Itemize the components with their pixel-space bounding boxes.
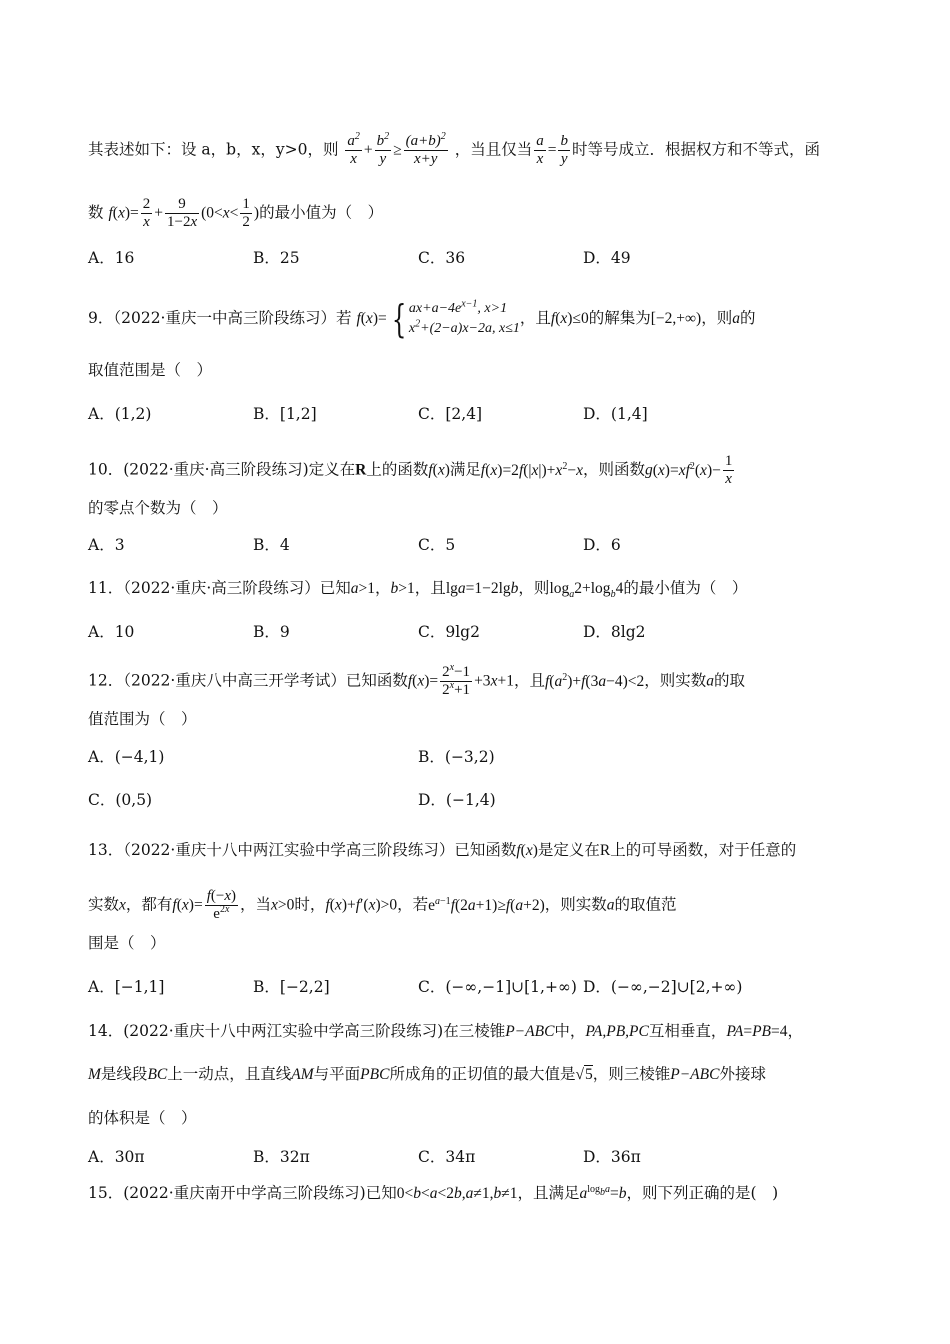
option-c[interactable]: C．36	[418, 249, 466, 267]
q15-text: ，则下列正确的是( )	[626, 1184, 779, 1202]
q15-source: 15．(2022·重庆南开中学高三阶段练习)已知	[88, 1184, 397, 1202]
q9-text: ，且	[519, 309, 551, 327]
q9-source: 9．（2022·重庆一中高三阶段练习）若	[88, 309, 352, 327]
option-c[interactable]: C．(−∞,−1]∪[1,+∞)	[418, 978, 577, 996]
q13-text: ，若	[397, 895, 429, 914]
q9-line2: 取值范围是（ ）	[88, 361, 213, 379]
option-c[interactable]: C．[2,4]	[418, 405, 483, 423]
option-a[interactable]: A．(1,2)	[88, 405, 152, 423]
q15-line1: 15．(2022·重庆南开中学高三阶段练习)已知0<b<a<2b,a≠1,b≠1，且满足$a^{log_ba}=b$，则下列正确的是( )	[88, 1183, 779, 1202]
q13-text: 时，	[294, 895, 326, 914]
q13-text: 是定义在	[537, 841, 600, 859]
q11-text: 的最小值为（ ）	[623, 579, 748, 597]
option-c[interactable]: C．34π	[418, 1148, 476, 1166]
q13-text: 上的可导函数，对于任意的	[610, 841, 797, 859]
option-a[interactable]: A．16	[88, 249, 135, 267]
option-a[interactable]: A．3	[88, 536, 125, 554]
option-b[interactable]: B．4	[253, 536, 290, 554]
option-a[interactable]: A．(−4,1)	[88, 748, 165, 766]
q14-text: 中，	[554, 1022, 586, 1040]
q13-line2: 实数x，都有f(x)= $\frac{f(-x)}{e^{2x}}$ ，当x>0时，f(x)+f′(x)>0，若$e^{a-1}f(2a+1)\ge f(a+2)$，则实数a的取值范	[88, 888, 677, 922]
q12-line2: 值范围为（ ）	[88, 710, 197, 728]
q14-text: 互相垂直，	[648, 1022, 727, 1040]
q12-source: 12．（2022·重庆八中高三开学考试）已知函数	[88, 671, 408, 690]
q9-text: ，则	[701, 309, 733, 327]
q15-text: ，且满足	[517, 1184, 580, 1202]
q14-text: 上一动点，且直线	[167, 1065, 292, 1083]
q13-text: ，则实数	[544, 895, 607, 914]
q9-line1: 9．（2022·重庆一中高三阶段练习）若 f(x)= { $ax+a-4e^{x-1}$, x>1 $x^2+(2-a)x-2a$, x≤1，且f(x)≤0的解集为[−2,+∞)，则a的	[88, 297, 756, 341]
q12-text: ，则实数	[644, 671, 707, 690]
q13-text: ，都有	[125, 895, 173, 914]
option-d[interactable]: D．8lg2	[583, 623, 646, 641]
q8-text: 其表述如下：设 a，b，x，y>0，则	[88, 140, 339, 159]
q14-line1: 14．(2022·重庆十八中两江实验中学高三阶段练习)在三棱锥P−ABC中，PA,PB,PC互相垂直，PA=PB=4，	[88, 1022, 804, 1040]
q13-line3: 围是（ ）	[88, 934, 166, 952]
q10-line2: 的零点个数为（ ）	[88, 499, 228, 517]
q14-text: ，则三棱锥	[592, 1065, 671, 1083]
option-b[interactable]: B．[−2,2]	[253, 978, 330, 996]
q11-source: 11．（2022·重庆·高三阶段练习）已知	[88, 579, 351, 597]
q13-text: ，当	[240, 895, 272, 914]
option-c[interactable]: C．5	[418, 536, 456, 554]
q14-source: 14．(2022·重庆十八中两江实验中学高三阶段练习)在三棱锥	[88, 1022, 506, 1040]
q13-source: 13．（2022·重庆十八中两江实验中学高三阶段练习）已知函数	[88, 841, 517, 859]
q10-text: 满足	[449, 460, 481, 479]
q8-line1: 其表述如下：设 a，b，x，y>0，则 $\frac{a^2}{x}$ + $\frac{b^2}{y}$ ≥ $\frac{(a+b)^2}{x+y}$ ，当且仅当 $\frac{a}{x}$ = $\frac{b}{y}$ 时等号成立．根据权方和不等式，函	[88, 131, 820, 167]
q8-text: 时等号成立．根据权方和不等式，函	[571, 140, 820, 159]
q13-line1: 13．（2022·重庆十八中两江实验中学高三阶段练习）已知函数f(x)是定义在R上的可导函数，对于任意的	[88, 841, 797, 859]
q11-text: ，且	[414, 579, 446, 597]
option-b[interactable]: B．(−3,2)	[418, 748, 495, 766]
option-d[interactable]: D．6	[583, 536, 621, 554]
option-d[interactable]: D．36π	[583, 1148, 641, 1166]
q14-text: 所成角的正切值的最大值是	[389, 1065, 576, 1083]
option-b[interactable]: B．25	[253, 249, 300, 267]
q14-line2: M是线段BC上一动点，且直线AM与平面PBC所成角的正切值的最大值是√5，则三棱锥P−ABC外接球	[88, 1065, 766, 1083]
q13-text: 实数	[88, 895, 120, 914]
option-b[interactable]: B．9	[253, 623, 290, 641]
q12-text: ，且	[513, 671, 545, 690]
q10-text: 上的函数	[366, 460, 429, 479]
q14-line3: 的体积是（ ）	[88, 1109, 197, 1127]
option-d[interactable]: D．(−1,4)	[418, 791, 496, 809]
option-d[interactable]: D．(1,4]	[583, 405, 648, 423]
q8-text: 的最小值为（ ）	[259, 203, 384, 222]
q9-text: 的	[739, 309, 756, 327]
q14-text: 与平面	[313, 1065, 361, 1083]
option-c[interactable]: C．9lg2	[418, 623, 480, 641]
option-b[interactable]: B．[1,2]	[253, 405, 317, 423]
q11-line1: 11．（2022·重庆·高三阶段练习）已知a>1，b>1，且lga=1−2lgb，则$\log_a2+\log_b4$的最小值为（ ）	[88, 579, 748, 601]
q8-text: ，当且仅当	[454, 140, 533, 159]
q11-text: ，	[375, 579, 391, 597]
q14-text: 外接球	[719, 1065, 766, 1083]
option-b[interactable]: B．32π	[253, 1148, 310, 1166]
option-d[interactable]: D．49	[583, 249, 631, 267]
q10-source: 10．(2022·重庆·高三阶段练习)定义在	[88, 460, 356, 479]
q8-line2: 数 f(x)= $\frac{2}{x}$ + $\frac{9}{1-2x}$ (0<x< $\frac{1}{2}$ )的最小值为（ ）	[88, 196, 384, 230]
q9-text: 的解集为	[588, 309, 651, 327]
option-a[interactable]: A．[−1,1]	[88, 978, 165, 996]
q11-text: ，则	[518, 579, 550, 597]
q10-line1: 10．(2022·重庆·高三阶段练习)定义在R上的函数f(x)满足$f(x)=2f(|x|)+x^2-x$，则函数$g(x)=xf^2(x)-$ $\frac{1}{x}$	[88, 453, 733, 487]
q13-text: 的取值范	[614, 895, 677, 914]
q8-text: 数	[88, 203, 104, 222]
option-c[interactable]: C．(0,5)	[88, 791, 153, 809]
q14-text: 是线段	[100, 1065, 148, 1083]
option-a[interactable]: A．10	[88, 623, 135, 641]
q10-text: ，则函数	[582, 460, 645, 479]
option-d[interactable]: D．(−∞,−2]∪[2,+∞)	[583, 978, 743, 996]
q12-line1: 12．（2022·重庆八中高三开学考试）已知函数f(x)= $\frac{2^x-1}{2^x+1}$ +3x+1，且$f(a^2)+f(3a-4)<2$，则实数a的取	[88, 662, 746, 698]
option-a[interactable]: A．30π	[88, 1148, 145, 1166]
q12-text: 的取	[714, 671, 746, 690]
